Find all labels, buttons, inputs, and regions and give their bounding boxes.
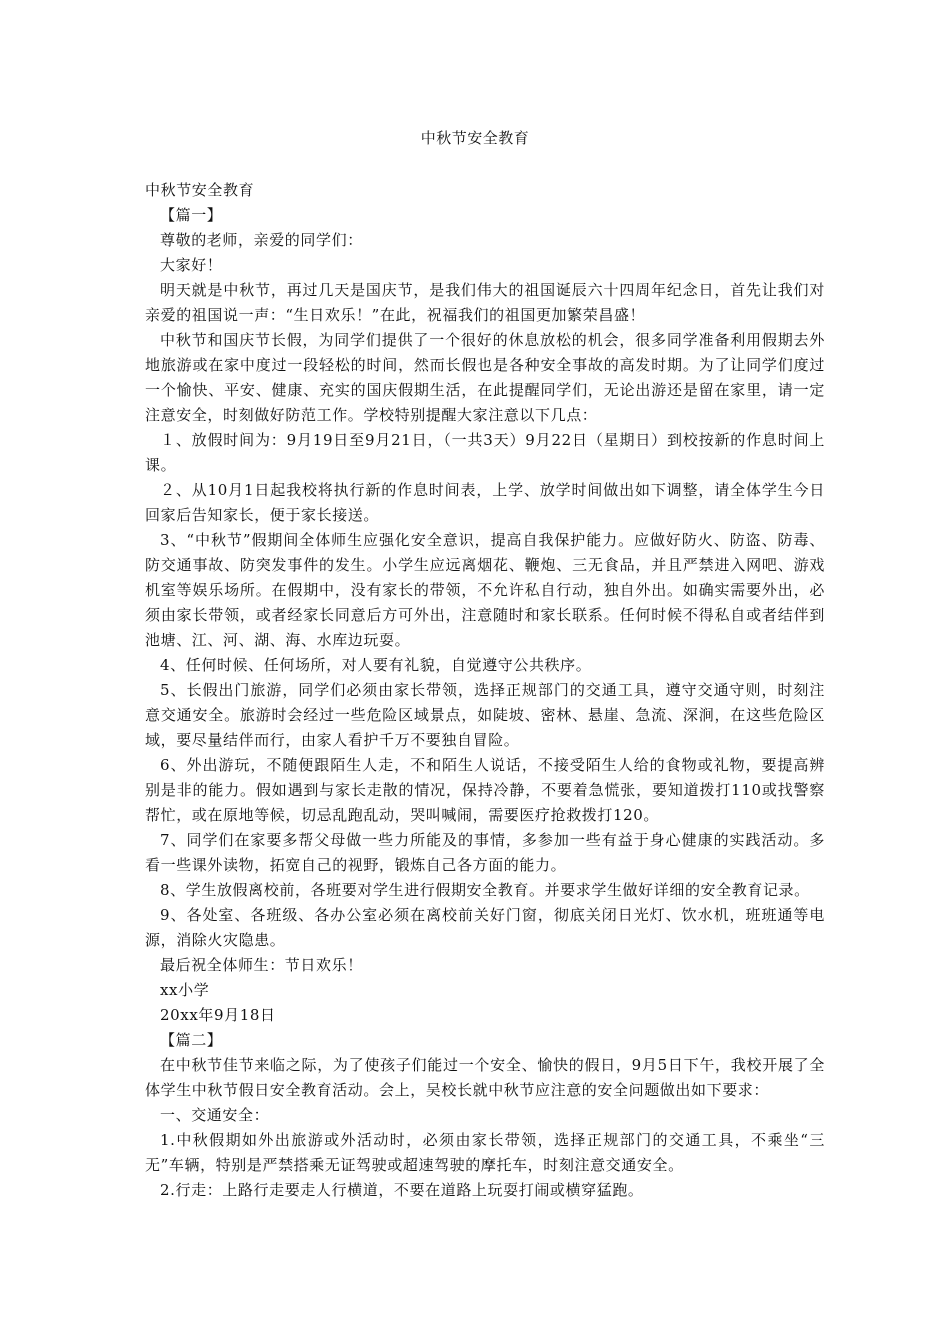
paragraph: 明天就是中秋节，再过几天是国庆节，是我们伟大的祖国诞辰六十四周年纪念日，首先让我们对亲爱的祖国说一声：“生日欢乐！”在此，祝福我们的祖国更加繁荣昌盛！: [145, 281, 825, 324]
list-item: １、放假时间为：9月19日至9月21日，（一共3天）9月22日（星期日）到校按新的作息时间上课。: [145, 431, 825, 474]
list-item: 5、长假出门旅游，同学们必须由家长带领，选择正规部门的交通工具，遵守交通守则，时刻注意交通安全。旅游时会经过一些危险区域景点，如陡坡、密林、悬崖、急流、深涧，在这些危险区域，要尽量结伴而行，由家人看护千万不要独自冒险。: [145, 681, 825, 749]
signature-school: xx小学: [160, 981, 210, 999]
greeting: 大家好！: [160, 256, 223, 274]
closing-wish: 最后祝全体师生：节日欢乐！: [160, 956, 363, 974]
signature-date: 20xx年9月18日: [160, 1006, 276, 1024]
list-item: 7、同学们在家要多帮父母做一些力所能及的事情，多参加一些有益于身心健康的实践活动。多看一些课外读物，拓宽自己的视野，锻炼自己各方面的能力。: [145, 831, 825, 874]
document-title: 中秋节安全教育: [420, 129, 530, 147]
section-heading: 中秋节安全教育: [145, 181, 255, 199]
paragraph: 在中秋节佳节来临之际，为了使孩子们能过一个安全、愉快的假日，9月5日下午，我校开展了全体学生中秋节假日安全教育活动。会上，吴校长就中秋节应注意的安全问题做出如下要求：: [145, 1056, 825, 1099]
subsection-heading: 一、交通安全：: [160, 1106, 270, 1124]
list-item: 1.中秋假期如外出旅游或外活动时，必须由家长带领，选择正规部门的交通工具，不乘坐“三无”车辆，特别是严禁搭乘无证驾驶或超速驾驶的摩托车，时刻注意交通安全。: [145, 1131, 825, 1174]
part-one-label: 【篇一】: [160, 206, 223, 224]
salutation: 尊敬的老师，亲爱的同学们：: [160, 231, 363, 249]
list-item: 9、各处室、各班级、各办公室必须在离校前关好门窗，彻底关闭日光灯、饮水机，班班通等电源，消除火灾隐患。: [145, 906, 825, 949]
list-item: 2.行走：上路行走要走人行横道，不要在道路上玩耍打闹或横穿猛跑。: [160, 1181, 644, 1199]
list-item: 4、任何时候、任何场所，对人要有礼貌，自觉遵守公共秩序。: [160, 656, 592, 674]
paragraph: 中秋节和国庆节长假，为同学们提供了一个很好的休息放松的机会，很多同学准备利用假期去外地旅游或在家中度过一段轻松的时间，然而长假也是各种安全事故的高发时期。为了让同学们度过一个愉快、平安、健康、充实的国庆假期生活，在此提醒同学们，无论出游还是留在家里，请一定注意安全，时刻做好防范工作。学校特别提醒大家注意以下几点：: [145, 331, 825, 424]
list-item: 6、外出游玩，不随便跟陌生人走，不和陌生人说话，不接受陌生人给的食物或礼物，要提高辨别是非的能力。假如遇到与家长走散的情况，保持冷静，不要着急慌张，要知道拨打110或找警察帮忙，或在原地等候，切忌乱跑乱动，哭叫喊闹，需要医疗抢救拨打120。: [145, 756, 825, 824]
document-body: [145, 178, 825, 1203]
list-item: 3、“中秋节”假期间全体师生应强化安全意识，提高自我保护能力。应做好防火、防盗、防毒、防交通事故、防突发事件的发生。小学生应远离烟花、鞭炮、三无食品，并且严禁进入网吧、游戏机室等娱乐场所。在假期中，没有家长的带领，不允许私自行动，独自外出。如确实需要外出，必须由家长带领，或者经家长同意后方可外出，注意随时和家长联系。任何时候不得私自或者结伴到池塘、江、河、湖、海、水库边玩耍。: [145, 531, 825, 649]
part-two-label: 【篇二】: [160, 1031, 223, 1049]
list-item: 8、学生放假离校前，各班要对学生进行假期安全教育。并要求学生做好详细的安全教育记录。: [160, 881, 810, 899]
list-item: ２、从10月1日起我校将执行新的作息时间表，上学、放学时间做出如下调整，请全体学生今日回家后告知家长，便于家长接送。: [145, 481, 825, 524]
